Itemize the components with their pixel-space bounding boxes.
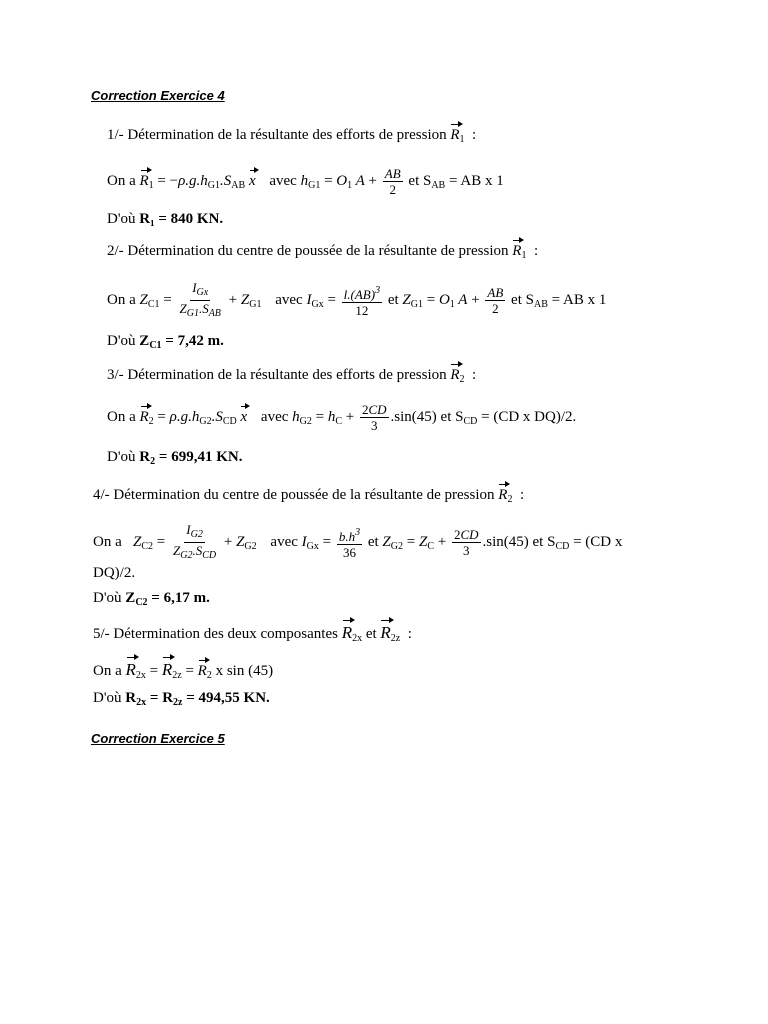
on-a-label: On a xyxy=(93,663,122,679)
on-a-label: On a xyxy=(107,408,136,425)
vector-r2: R xyxy=(450,367,460,383)
sab-equation: = AB x 1 xyxy=(448,172,504,189)
avec-label: avec xyxy=(275,291,303,308)
section-2-equation: On a $Z_{C1}$ = $\frac{I_{Gx}}{Z_{G1}.S_{AB}}$ + $Z_{G1}$ avec $I_{Gx}$ = $\frac{l.(AB)^3}{12}$ et $Z_{G1} = O_1$ A + $\frac{AB}{2}$ et $S_{AB}$ = AB x 1 xyxy=(107,280,607,319)
heading-exercise-5: Correction Exercice 5 xyxy=(91,731,225,746)
et-label: et xyxy=(387,291,399,308)
heading-exercise-4: Correction Exercice 4 xyxy=(91,88,225,103)
section-4-result: $Z_{C2} = 6,17$ m. xyxy=(125,590,210,608)
et-label: et xyxy=(367,533,379,550)
vector-r2: R xyxy=(498,487,508,503)
section-2-result-line xyxy=(107,333,224,351)
section-1-equation: On a $R_1 = -\rho.g.h_{G1}.S_{AB}$ x avec $h_{G1} = O_1$ A + $\frac{AB}{2}$ et $S_{AB}$ = AB x 1 xyxy=(107,166,504,197)
section-5-equation: On a $R_{2x} = R_{2z} = R_2$ x sin (45) xyxy=(93,660,274,681)
section-3-equation: On a $R_2 = \rho.g.h_{G2}.S_{CD}$ x avec $h_{G2} = h_C$ + $\frac{2CD}{3}$ .sin(45) et $S_{CD} = (CD$ x DQ)/2. xyxy=(107,402,577,433)
section-2-result: $Z_{C1} = 7,42$ m. xyxy=(139,333,224,351)
on-a-label: On a xyxy=(107,172,136,189)
fraction-ab-2: $\frac{AB}{2}$ xyxy=(384,166,401,197)
sin-45: .sin(45) xyxy=(482,533,529,550)
section-4-continuation: DQ)/2. xyxy=(93,565,136,581)
avec-label: avec xyxy=(270,533,298,550)
sab-equation: = AB x 1 xyxy=(551,291,607,308)
dou-label: D'où xyxy=(107,211,136,227)
avec-label: avec xyxy=(269,172,297,189)
vector-r1: R xyxy=(450,127,460,143)
section-3-title: 3/- Détermination de la résultante des efforts de pression $R_2$ : xyxy=(107,367,477,385)
scd-equation: = (CD x xyxy=(573,533,623,550)
section-4-equation: On a $Z_{C2}$ = $\frac{I_{G2}}{Z_{G2}.S_{CD}}$ + $Z_{G2}$ avec $I_{Gx}$ = $\frac{b.h^3}{36}$ et $Z_{G2} = Z_C$ + $\frac{2CD}{3}$ .sin(45) et $S_{CD} = (CD$ x xyxy=(93,522,623,561)
section-1-result-line xyxy=(107,211,223,228)
sin-45: .sin(45) xyxy=(390,408,437,425)
vector-r1: R xyxy=(512,243,522,259)
section-5-title-text: 5/- Détermination des deux composantes xyxy=(93,626,338,642)
section-1-title-text: 1/- Détermination de la résultante des efforts de pression xyxy=(107,127,447,143)
section-5-result: $R_{2x} = R_{2z} = 494,55$ KN. xyxy=(125,690,270,708)
section-2-title: 2/- Détermination du centre de poussée de la résultante de pression $R_1$ : xyxy=(107,243,539,261)
section-5-result-line xyxy=(93,690,270,708)
scd-equation: = (CD x DQ)/2. xyxy=(481,408,577,425)
et-label: et xyxy=(532,533,544,550)
section-3-result: $R_2 = 699,41$ KN. xyxy=(139,449,243,467)
vector-r2z: R xyxy=(380,623,391,642)
sin-45: x sin (45) xyxy=(215,663,274,679)
on-a-label: On a xyxy=(107,291,136,308)
section-3-title-text: 3/- Détermination de la résultante des efforts de pression xyxy=(107,367,447,383)
et-label: et xyxy=(440,408,452,425)
section-4-result-line xyxy=(93,590,210,608)
dou-label: D'où xyxy=(93,690,122,706)
section-2-title-text: 2/- Détermination du centre de poussée de la résultante de pression xyxy=(107,243,509,259)
on-a-label: On a xyxy=(93,533,122,550)
section-1-title: 1/- Détermination de la résultante des efforts de pression $R_1$ : xyxy=(107,127,477,145)
et-label: et xyxy=(408,172,420,189)
dou-label: D'où xyxy=(93,590,122,606)
section-3-result-line xyxy=(107,449,242,467)
et-label: et xyxy=(511,291,522,308)
vector-r2x: R xyxy=(341,623,353,642)
section-1-result: R₁ = 840 KN. xyxy=(139,211,224,227)
dou-label: D'où xyxy=(107,449,136,465)
avec-label: avec xyxy=(260,408,289,425)
dou-label: D'où xyxy=(107,333,136,349)
section-4-title-text: 4/- Détermination du centre de poussée de la résultante de pression xyxy=(93,487,495,503)
section-5-title: 5/- Détermination des deux composantes $R_{2x}$ et $R_{2z}$ : xyxy=(93,623,412,644)
et-label: et xyxy=(365,626,377,642)
section-4-title: 4/- Détermination du centre de poussée de la résultante de pression $R_2$ : xyxy=(93,487,525,505)
